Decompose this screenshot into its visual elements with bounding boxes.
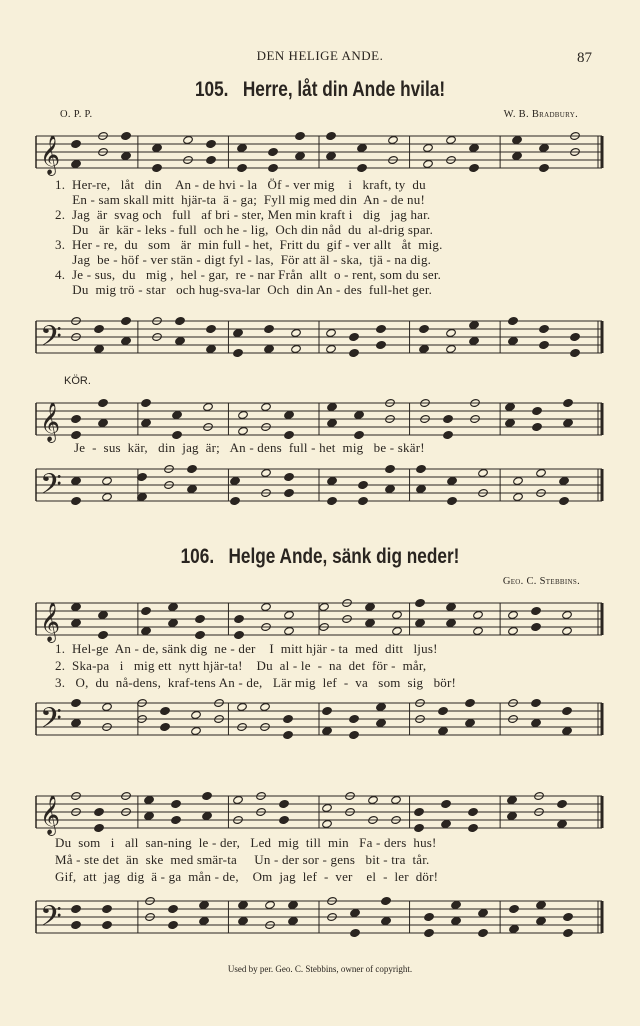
svg-text:𝄢: 𝄢 bbox=[40, 900, 62, 940]
svg-text:𝄢: 𝄢 bbox=[40, 702, 62, 742]
lyric-line: 2. Jag är svag och full af bri - ster, Men min kraft i dig jag har. bbox=[55, 207, 431, 222]
lyric-line: 1. Her-re, låt din An - de hvi - la Öf - ver mig i kraft, ty du bbox=[55, 177, 426, 192]
svg-text:𝄞: 𝄞 bbox=[40, 795, 61, 835]
lyric-line: Jag be - höf - ver stän - digt fyl - las, För att äl - ska, tjä - na dig. bbox=[55, 252, 432, 267]
hymn-105-bass-staff bbox=[36, 315, 602, 363]
svg-text:𝄞: 𝄞 bbox=[40, 135, 61, 175]
svg-text:𝄞: 𝄞 bbox=[40, 402, 61, 442]
lyric-line: Gif, att jag dig ä - ga mån - de, Om jag lef - ver el - ler dör! bbox=[55, 869, 439, 884]
hymn-106-bass-staff-2 bbox=[36, 895, 602, 943]
svg-text:𝄞: 𝄞 bbox=[40, 602, 61, 642]
hymn-105-number: 105. bbox=[194, 78, 229, 101]
hymn-106-treble-staff-2 bbox=[36, 790, 602, 838]
hymn-105-title-text: Herre, låt din Ande hvila! bbox=[242, 78, 446, 101]
lyric-line: 4. Je - sus, du mig , hel - gar, re - nar Från allt o - rent, som du ser. bbox=[55, 267, 442, 282]
hymn-106-bass-staff-1 bbox=[36, 697, 602, 745]
lyric-line: Du som i all san-ning le - der, Led mig till min Fa - ders hus! bbox=[55, 835, 437, 850]
page-number: 87 bbox=[577, 50, 592, 66]
lyric-line: Må - ste det än ske med smär-ta Un - der sor - gens bit - tra tår. bbox=[55, 852, 430, 867]
hymn-105-chorus-bass-staff bbox=[36, 463, 602, 511]
hymn-106-title bbox=[58, 545, 583, 569]
hymn-105-title bbox=[58, 78, 583, 102]
hymn-105-tune-source: O. P. P. bbox=[60, 109, 93, 120]
hymn-105-treble-staff bbox=[36, 130, 602, 178]
copyright-footer: Used by per. Geo. C. Stebbins, owner of copyright. bbox=[227, 964, 413, 974]
hymn-106-composer: Geo. C. Stebbins. bbox=[502, 576, 580, 587]
svg-text:𝄢: 𝄢 bbox=[40, 468, 62, 508]
lyric-line: Du är kär - leks - full och he - lig, Och din nåd du al-drig spar. bbox=[55, 222, 434, 237]
running-head: DEN HELIGE ANDE. bbox=[256, 48, 384, 63]
hymn-106-number: 106. bbox=[180, 545, 215, 568]
lyric-line: 2. Ska-pa i mig ett nytt hjär-ta! Du al - le - na det för - mår, bbox=[55, 658, 427, 673]
hymn-105-chorus-treble-staff bbox=[36, 397, 602, 445]
chorus-lyric: Je - sus kär, din jag är; An - dens full - het mig be - skär! bbox=[74, 440, 425, 455]
lyric-line: 1. Hel-ge An - de, sänk dig ne - der I mitt hjär - ta med ditt ljus! bbox=[55, 641, 438, 656]
hymn-106-title-text: Helge Ande, sänk dig neder! bbox=[228, 545, 460, 568]
hymn-105-composer: W. B. Bradbury. bbox=[503, 109, 578, 120]
lyric-line: 3. Her - re, du som är min full - het, Fritt du gif - ver allt åt mig. bbox=[55, 237, 443, 252]
hymn-106-treble-staff-1 bbox=[36, 597, 602, 645]
lyric-line: En - sam skall mitt hjär-ta ä - ga; Fyll mig med din An - de nu! bbox=[55, 192, 425, 207]
lyric-line: Du mig trö - star och hug-sva-lar Och din An - des full-het ger. bbox=[55, 282, 433, 297]
chorus-label: KÖR. bbox=[64, 375, 91, 387]
svg-text:𝄢: 𝄢 bbox=[40, 320, 62, 360]
lyric-line: 3. O, du nå-dens, kraf-tens An - de, Lär mig lef - va som sig bör! bbox=[55, 675, 457, 690]
